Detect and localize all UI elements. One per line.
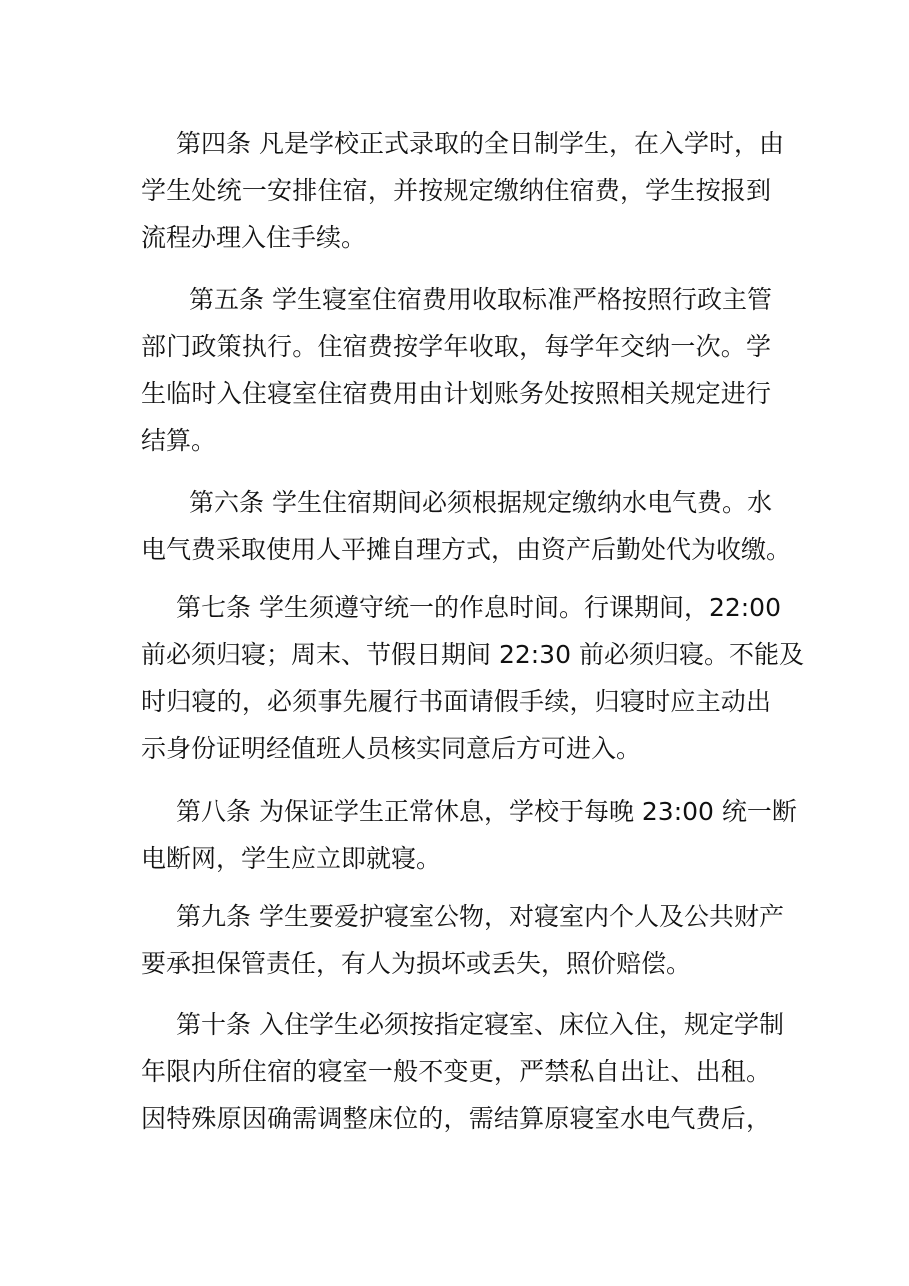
article-6-line-1: 第六条 学生住宿期间必须根据规定缴纳水电气费。水: [189, 488, 772, 517]
article-7-line-1: 第七条 学生须遵守统一的作息时间。行课期间，22:00: [176, 593, 781, 622]
article-10-line-3: 因特殊原因确需调整床位的，需结算原寝室水电气费后，: [141, 1104, 771, 1133]
article-8-line-2: 电断网，学生应立即就寝。: [141, 844, 442, 873]
article-7-line-2: 前必须归寝；周末、节假日期间 22:30 前必须归寝。不能及: [141, 640, 804, 669]
article-5-line-4: 结算。: [141, 426, 217, 455]
article-7-line-3: 时归寝的，必须事先履行书面请假手续，归寝时应主动出: [141, 687, 771, 716]
article-5-line-3: 生临时入住寝室住宿费用由计划账务处按照相关规定进行: [141, 379, 771, 408]
article-5-line-1: 第五条 学生寝室住宿费用收取标准严格按照行政主管: [189, 285, 772, 314]
article-7-line-4: 示身份证明经值班人员核实同意后方可进入。: [141, 734, 642, 763]
article-9-line-1: 第九条 学生要爱护寝室公物，对寝室内个人及公共财产: [176, 902, 784, 931]
article-10-line-1: 第十条 入住学生必须按指定寝室、床位入住，规定学制: [176, 1010, 784, 1039]
article-4-line-1: 第四条 凡是学校正式录取的全日制学生，在入学时，由: [176, 129, 784, 158]
article-9-line-2: 要承担保管责任，有人为损坏或丢失，照价赔偿。: [141, 949, 692, 978]
article-6-line-2: 电气费采取使用人平摊自理方式，由资产后勤处代为收缴。: [141, 535, 792, 564]
article-10-line-2: 年限内所住宿的寝室一般不变更，严禁私自出让、出租。: [141, 1057, 771, 1086]
article-4-line-2: 学生处统一安排住宿，并按规定缴纳住宿费，学生按报到: [141, 176, 771, 205]
article-8-line-1: 第八条 为保证学生正常休息，学校于每晚 23:00 统一断: [176, 797, 797, 826]
article-5-line-2: 部门政策执行。住宿费按学年收取，每学年交纳一次。学: [141, 332, 771, 361]
article-4-line-3: 流程办理入住手续。: [141, 223, 367, 252]
